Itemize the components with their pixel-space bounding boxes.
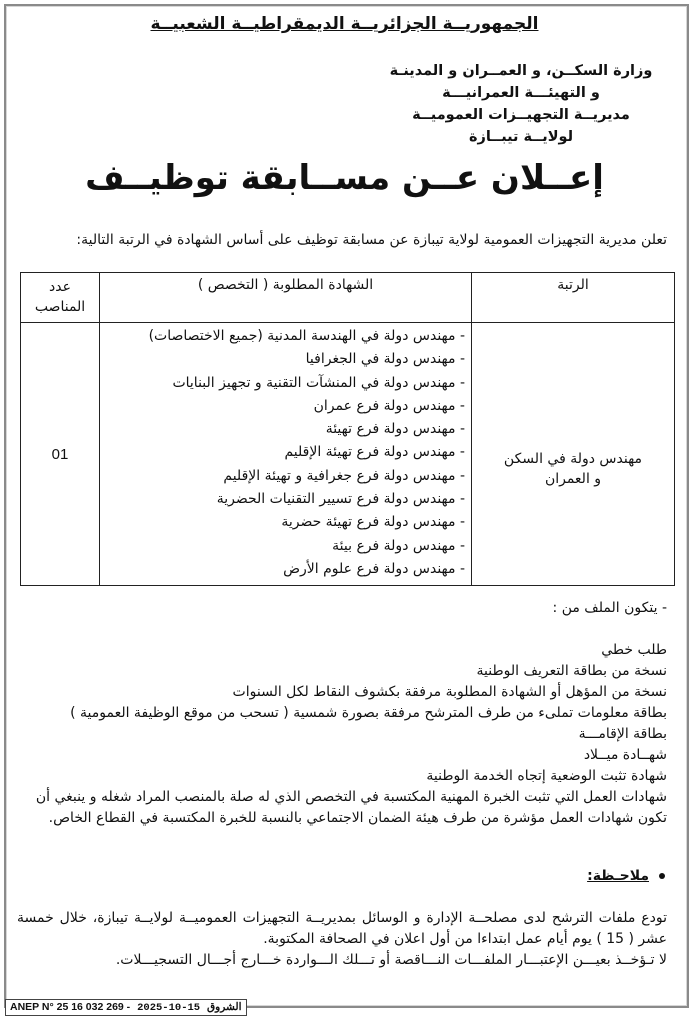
note-label: ملاحـظة: bbox=[587, 868, 649, 884]
certificates-cell bbox=[100, 323, 472, 586]
header-rank: الرتبة bbox=[472, 273, 675, 323]
required-document: طلب خطي bbox=[601, 642, 667, 658]
anep-number: ANEP N° 25 16 032 269 bbox=[10, 1001, 124, 1013]
certificate-item: - مهندس دولة فرع عمران bbox=[313, 397, 465, 414]
note-heading bbox=[587, 868, 665, 884]
rank-line: و العمران bbox=[544, 470, 602, 487]
certificate-item: - مهندس دولة فرع تهيئة bbox=[325, 421, 465, 438]
file-composition-heading: - يتكون الملف من : bbox=[552, 600, 667, 616]
table-row bbox=[21, 323, 675, 586]
positions-count: 01 bbox=[21, 323, 100, 586]
certificate-item: - مهندس دولة فرع علوم الأرض bbox=[283, 560, 465, 577]
certificate-item: - مهندس دولة فرع جغرافية و تهيئة الإقليم bbox=[223, 467, 465, 484]
authority-line: مديريــة التجهيــزات العموميــة bbox=[412, 107, 630, 123]
certificate-item: - مهندس دولة في الجغرافيا bbox=[305, 351, 465, 368]
required-document: بطاقة الإقامـــة bbox=[578, 726, 667, 742]
header-positions-count bbox=[21, 273, 100, 323]
certificate-item: - مهندس دولة في الهندسة المدنية (جميع الاختصاصات) bbox=[148, 328, 465, 344]
intro-text: تعلن مديرية التجهيزات العمومية لولاية تيبازة عن مسابقة توظيف على أساس الشهادة في الرتبة التالية: bbox=[76, 232, 667, 248]
required-document: نسخة من بطاقة التعريف الوطنية bbox=[476, 663, 667, 679]
newspaper-name: الشروق bbox=[207, 1001, 242, 1013]
certificate-item: - مهندس دولة فرع تهيئة الإقليم bbox=[284, 444, 465, 461]
certificate-item: - مهندس دولة فرع بيئة bbox=[332, 537, 465, 554]
required-document: بطاقة معلومات تملىء من طرف المترشح مرفقة بصورة شمسية ( تسحب من موقع الوظيفة العمومية ) bbox=[70, 705, 667, 721]
anep-footer bbox=[5, 999, 247, 1016]
certificate-list bbox=[100, 325, 465, 581]
footer-separator: - bbox=[126, 1001, 131, 1013]
required-document: نسخة من المؤهل أو الشهادة المطلوبة مرفقة بكشوف النقاط لكل السنوات bbox=[232, 684, 667, 700]
header-count-line: المناصب bbox=[34, 299, 86, 315]
authority-line: لولايــة تيبــازة bbox=[468, 129, 574, 145]
certificate-item: - مهندس دولة فرع تهيئة حضرية bbox=[281, 514, 465, 531]
publication-date: 2025-10-15 bbox=[137, 1002, 201, 1014]
required-document: شهــادة ميــلاد bbox=[583, 747, 667, 763]
bullet-icon bbox=[659, 873, 665, 879]
rank-cell bbox=[472, 323, 675, 586]
authority-line: وزارة السكــن، و العمــران و المدينـة bbox=[389, 63, 653, 79]
certificate-item: - مهندس دولة فرع تسيير التقنيات الحضرية bbox=[216, 491, 465, 508]
announcement-title: إعــلان عــن مســابقة توظيــف bbox=[85, 158, 604, 198]
header-certificate: الشهادة المطلوبة ( التخصص ) bbox=[100, 273, 472, 323]
required-document: شهادات العمل التي تثبت الخبرة المهنية المكتسبة في التخصص الذي له صلة بالمنصب المراد شغله و ينبغي أن تكون شهادات العمل مؤشرة من طرف هيئة الضمان الاجتماعي بالنسبة للخبرة المكتسبة في القطاع الخاص. bbox=[35, 789, 667, 826]
rank-line: مهندس دولة في السكن bbox=[503, 450, 643, 467]
certificate-item: - مهندس دولة في المنشآت التقنية و تجهيز البنايات bbox=[172, 374, 465, 391]
issuing-authority bbox=[381, 60, 661, 148]
authority-line: و التهيئـــة العمرانيـــة bbox=[442, 85, 600, 101]
note-body bbox=[17, 908, 667, 971]
positions-table bbox=[20, 272, 675, 586]
republic-heading: الجمهوريــة الجزائريــة الديمقراطيــة الشعبيــة bbox=[150, 14, 539, 34]
table-header-row bbox=[21, 273, 675, 323]
required-documents-list bbox=[17, 640, 667, 829]
note-paragraph: تودع ملفات الترشح لدى مصلحــة الإدارة و الوسائل بمديريــة التجهيزات العموميــة لولايــة تيبازة، خلال خمسة عشر ( 15 ) يوم أيام عمل ابتداءا من أول اعلان في الصحافة المكتوبة. bbox=[17, 910, 667, 947]
header-count-line: عدد bbox=[49, 279, 71, 295]
required-document: شهادة تثبت الوضعية إتجاه الخدمة الوطنية bbox=[426, 768, 667, 784]
note-paragraph: لا تـؤخــذ بعيـــن الإعتبـــار الملفـــات النـــاقصة أو تـــلك الـــواردة خـــارج أجـــال التسجيـــلات. bbox=[115, 952, 667, 968]
